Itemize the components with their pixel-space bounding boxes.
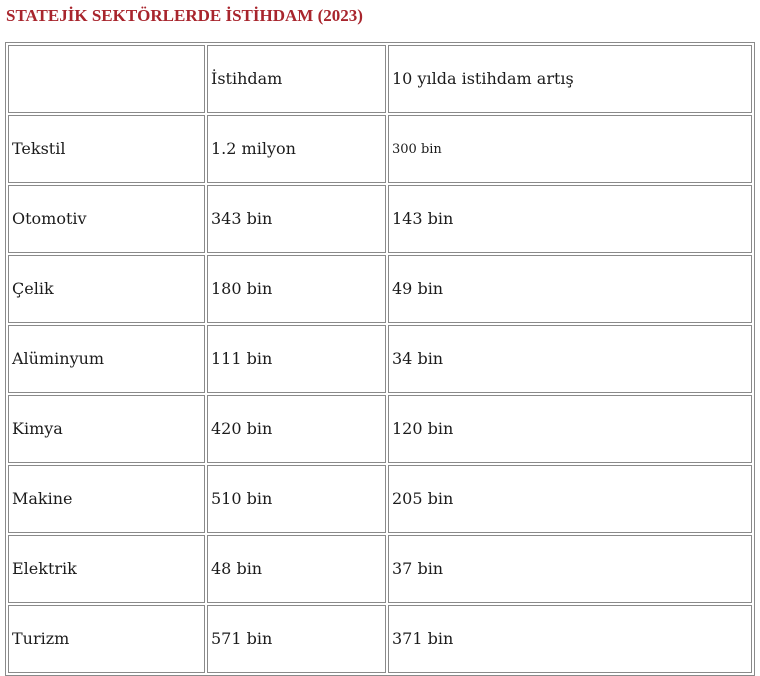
sector-cell: Otomotiv (8, 185, 205, 253)
table-row (8, 325, 752, 393)
page-title: STATEJİK SEKTÖRLERDE İSTİHDAM (2023) (6, 6, 363, 25)
table-header-row (8, 45, 752, 113)
growth-cell: 371 bin (388, 605, 752, 673)
table-row (8, 605, 752, 673)
growth-cell: 49 bin (388, 255, 752, 323)
sector-cell: Çelik (8, 255, 205, 323)
growth-cell: 205 bin (388, 465, 752, 533)
table-row (8, 465, 752, 533)
sector-cell: Alüminyum (8, 325, 205, 393)
employment-cell: 111 bin (207, 325, 386, 393)
growth-cell: 37 bin (388, 535, 752, 603)
sector-cell: Makine (8, 465, 205, 533)
table-row (8, 535, 752, 603)
header-cell-growth: 10 yılda istihdam artış (388, 45, 752, 113)
sector-cell: Elektrik (8, 535, 205, 603)
growth-cell: 120 bin (388, 395, 752, 463)
table-row (8, 395, 752, 463)
growth-cell: 143 bin (388, 185, 752, 253)
sector-cell: Tekstil (8, 115, 205, 183)
employment-cell: 48 bin (207, 535, 386, 603)
employment-cell: 343 bin (207, 185, 386, 253)
employment-cell: 571 bin (207, 605, 386, 673)
employment-table (5, 42, 755, 676)
table-row (8, 255, 752, 323)
employment-cell: 180 bin (207, 255, 386, 323)
employment-cell: 420 bin (207, 395, 386, 463)
employment-cell: 510 bin (207, 465, 386, 533)
employment-cell: 1.2 milyon (207, 115, 386, 183)
header-cell-employment: İstihdam (207, 45, 386, 113)
table-row (8, 115, 752, 183)
table-row (8, 185, 752, 253)
growth-cell: 300 bin (388, 115, 752, 183)
sector-cell: Turizm (8, 605, 205, 673)
growth-cell: 34 bin (388, 325, 752, 393)
header-cell-empty (8, 45, 205, 113)
sector-cell: Kimya (8, 395, 205, 463)
